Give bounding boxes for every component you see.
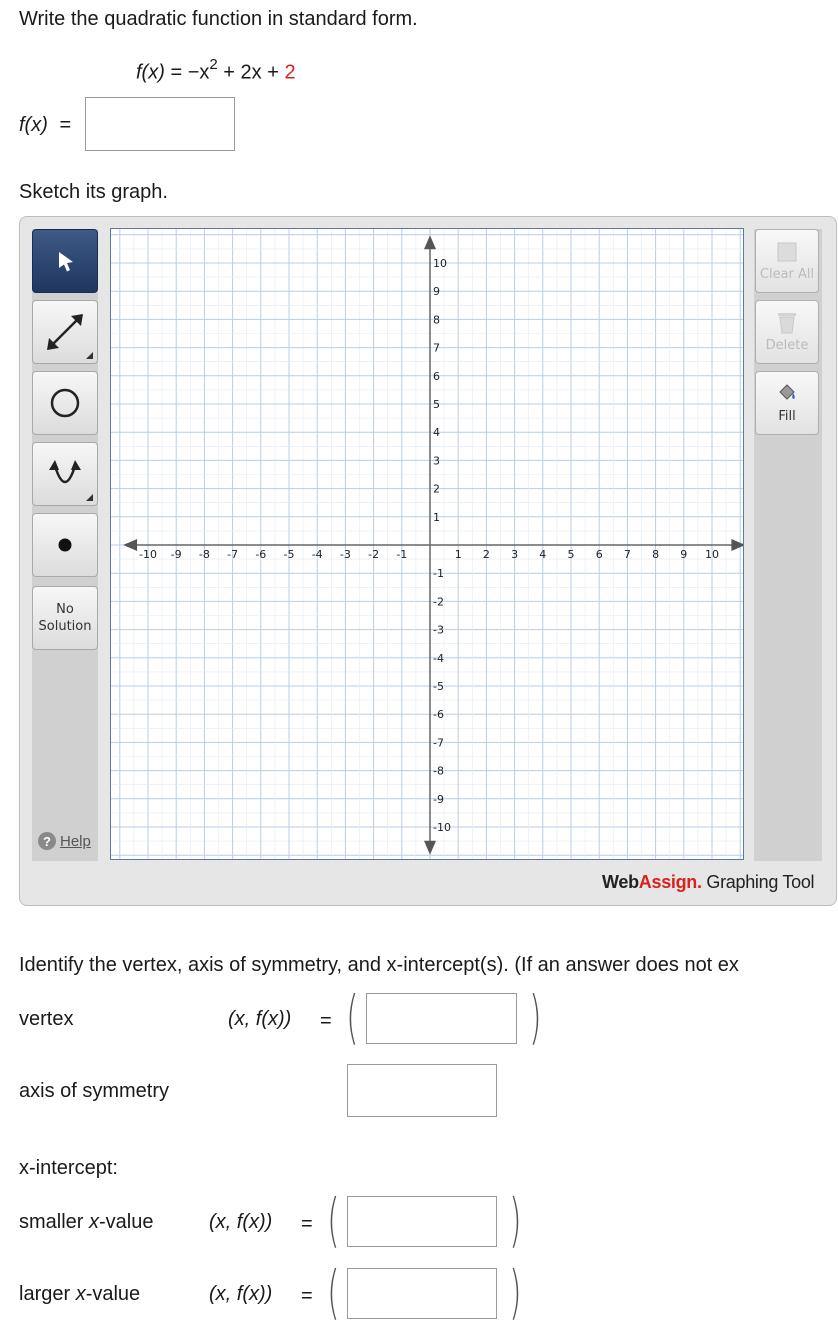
x-tick-label: 4 — [539, 548, 547, 561]
function-term1: −x — [187, 61, 210, 84]
x-tick-label: 8 — [652, 548, 660, 561]
point-tool-button[interactable] — [32, 513, 98, 577]
larger-x-input[interactable] — [347, 1268, 497, 1319]
x-tick-label: -3 — [339, 548, 351, 561]
smaller-x-open-paren: ( — [327, 1186, 340, 1254]
y-tick-label: 3 — [433, 454, 440, 468]
function-exponent: 2 — [209, 56, 218, 73]
no-solution-line2: Solution — [38, 619, 92, 634]
larger-x-close-paren: ) — [509, 1258, 522, 1326]
standard-form-lhs: f(x) — [19, 114, 48, 136]
y-axis-top-arrow — [424, 235, 436, 249]
y-tick-label: -4 — [433, 651, 444, 665]
smaller-x-input[interactable] — [347, 1196, 497, 1247]
smaller-x-equals: = — [301, 1213, 313, 1235]
circle-tool-button[interactable] — [32, 371, 98, 435]
x-tick-label: -5 — [283, 548, 295, 561]
y-axis-bottom-arrow — [424, 841, 436, 855]
x-axis-left-arrow — [123, 539, 137, 551]
smaller-x-label-post: -value — [99, 1211, 154, 1233]
vertex-close-paren: ) — [529, 983, 542, 1051]
function-lhs: f(x) — [136, 61, 165, 84]
x-tick-label: 7 — [623, 548, 631, 561]
smaller-x-label — [19, 1211, 154, 1234]
brand-web: Web — [602, 872, 639, 892]
x-tick-label: 3 — [511, 548, 519, 561]
paint-bucket-icon — [774, 380, 800, 406]
y-tick-label: -9 — [433, 792, 444, 806]
graph-canvas[interactable] — [110, 228, 744, 860]
fill-button[interactable] — [755, 371, 819, 435]
larger-x-label — [19, 1283, 140, 1306]
y-tick-label: 5 — [433, 398, 440, 411]
delete-label: Delete — [765, 338, 809, 353]
x-tick-label: -9 — [170, 548, 182, 561]
y-tick-label: 4 — [433, 426, 440, 440]
x-tick-label: -7 — [227, 548, 239, 561]
y-tick-label: -8 — [433, 764, 444, 778]
identify-prompt: Identify the vertex, axis of symmetry, and x-intercept(s). (If an answer does not ex — [19, 954, 739, 976]
x-intercept-heading: x-intercept: — [19, 1157, 118, 1179]
x-tick-label: -4 — [311, 548, 323, 561]
clear-all-button[interactable] — [755, 229, 819, 293]
y-tick-label: 6 — [433, 369, 440, 383]
point-tool-icon — [55, 535, 75, 555]
larger-x-label-pre: larger — [19, 1283, 76, 1305]
function-middle: + 2x + — [223, 61, 279, 84]
x-tick-label: -8 — [198, 548, 210, 561]
clear-all-icon — [775, 240, 799, 264]
no-solution-line1: No — [56, 602, 74, 617]
vertex-label: vertex — [19, 1008, 74, 1030]
smaller-x-coord-label: (x, f(x)) — [209, 1211, 273, 1233]
x-tick-label: -6 — [255, 548, 267, 561]
y-tick-label: 10 — [433, 257, 447, 270]
pointer-tool-button[interactable] — [32, 229, 98, 293]
no-solution-button[interactable] — [32, 586, 98, 650]
x-tick-label: -10 — [139, 548, 157, 561]
y-tick-label: -2 — [433, 595, 444, 609]
line-tool-options-indicator — [86, 352, 93, 359]
larger-x-coord-label: (x, f(x)) — [209, 1283, 273, 1305]
larger-x-label-post: -value — [85, 1283, 141, 1305]
function-equals: = — [170, 61, 183, 84]
circle-tool-icon — [45, 383, 85, 423]
larger-x-open-paren: ( — [327, 1258, 340, 1326]
trash-icon — [774, 309, 800, 335]
y-tick-label: 7 — [433, 341, 440, 355]
larger-x-equals: = — [301, 1285, 313, 1307]
x-tick-label: 10 — [705, 548, 719, 561]
fill-label: Fill — [778, 409, 796, 424]
vertex-input[interactable] — [366, 993, 517, 1044]
x-axis-right-arrow — [731, 539, 743, 551]
axis-of-symmetry-label: axis of symmetry — [19, 1080, 170, 1102]
y-tick-label: -1 — [433, 567, 444, 581]
line-tool-icon — [43, 310, 87, 354]
y-tick-label: -6 — [433, 708, 444, 722]
parabola-tool-button[interactable] — [32, 442, 98, 506]
function-constant: 2 — [284, 61, 296, 84]
smaller-x-label-var: x — [89, 1211, 100, 1233]
help-label: Help — [60, 832, 91, 850]
y-tick-label: 8 — [433, 313, 440, 327]
function-expression — [136, 58, 296, 85]
brand-assign: Assign. — [638, 872, 702, 892]
x-tick-label: 5 — [567, 548, 575, 561]
vertex-coord-label: (x, f(x)) — [228, 1008, 292, 1030]
larger-x-label-var: x — [75, 1283, 86, 1305]
y-tick-label: -3 — [433, 623, 444, 637]
standard-form-input[interactable] — [85, 97, 235, 151]
y-tick-label: -7 — [433, 736, 444, 750]
smaller-x-close-paren: ) — [509, 1186, 522, 1254]
y-tick-label: 9 — [433, 285, 440, 299]
axis-of-symmetry-input[interactable] — [347, 1064, 497, 1117]
x-tick-label: -1 — [396, 548, 408, 561]
x-tick-label: 9 — [680, 548, 688, 561]
brand-graphing-tool: Graphing Tool — [701, 872, 815, 892]
standard-form-equals: = — [59, 114, 72, 136]
pointer-arrow-icon — [50, 246, 80, 276]
y-tick-label: 2 — [433, 482, 440, 496]
help-link[interactable] — [38, 832, 91, 850]
y-tick-label: -10 — [433, 821, 451, 834]
vertex-open-paren: ( — [346, 983, 359, 1051]
parabola-tool-icon — [43, 452, 87, 496]
vertex-equals: = — [320, 1010, 332, 1032]
y-tick-label: 1 — [433, 510, 440, 524]
coordinate-plane[interactable] — [111, 229, 743, 859]
line-tool-button[interactable] — [32, 300, 98, 364]
standard-form-label — [19, 114, 71, 137]
sketch-prompt: Sketch its graph. — [19, 181, 168, 203]
x-tick-label: -2 — [368, 548, 380, 561]
smaller-x-label-pre: smaller — [19, 1211, 90, 1233]
clear-all-label: Clear All — [759, 267, 815, 282]
instruction-text: Write the quadratic function in standard form. — [19, 8, 418, 30]
x-tick-label: 2 — [482, 548, 490, 561]
parabola-tool-options-indicator — [86, 494, 93, 501]
x-tick-label: 1 — [454, 548, 462, 561]
help-icon: ? — [38, 832, 56, 850]
webassign-brand — [602, 872, 814, 893]
x-tick-label: 6 — [595, 548, 603, 561]
delete-button[interactable] — [755, 300, 819, 364]
y-tick-label: -5 — [433, 680, 444, 693]
